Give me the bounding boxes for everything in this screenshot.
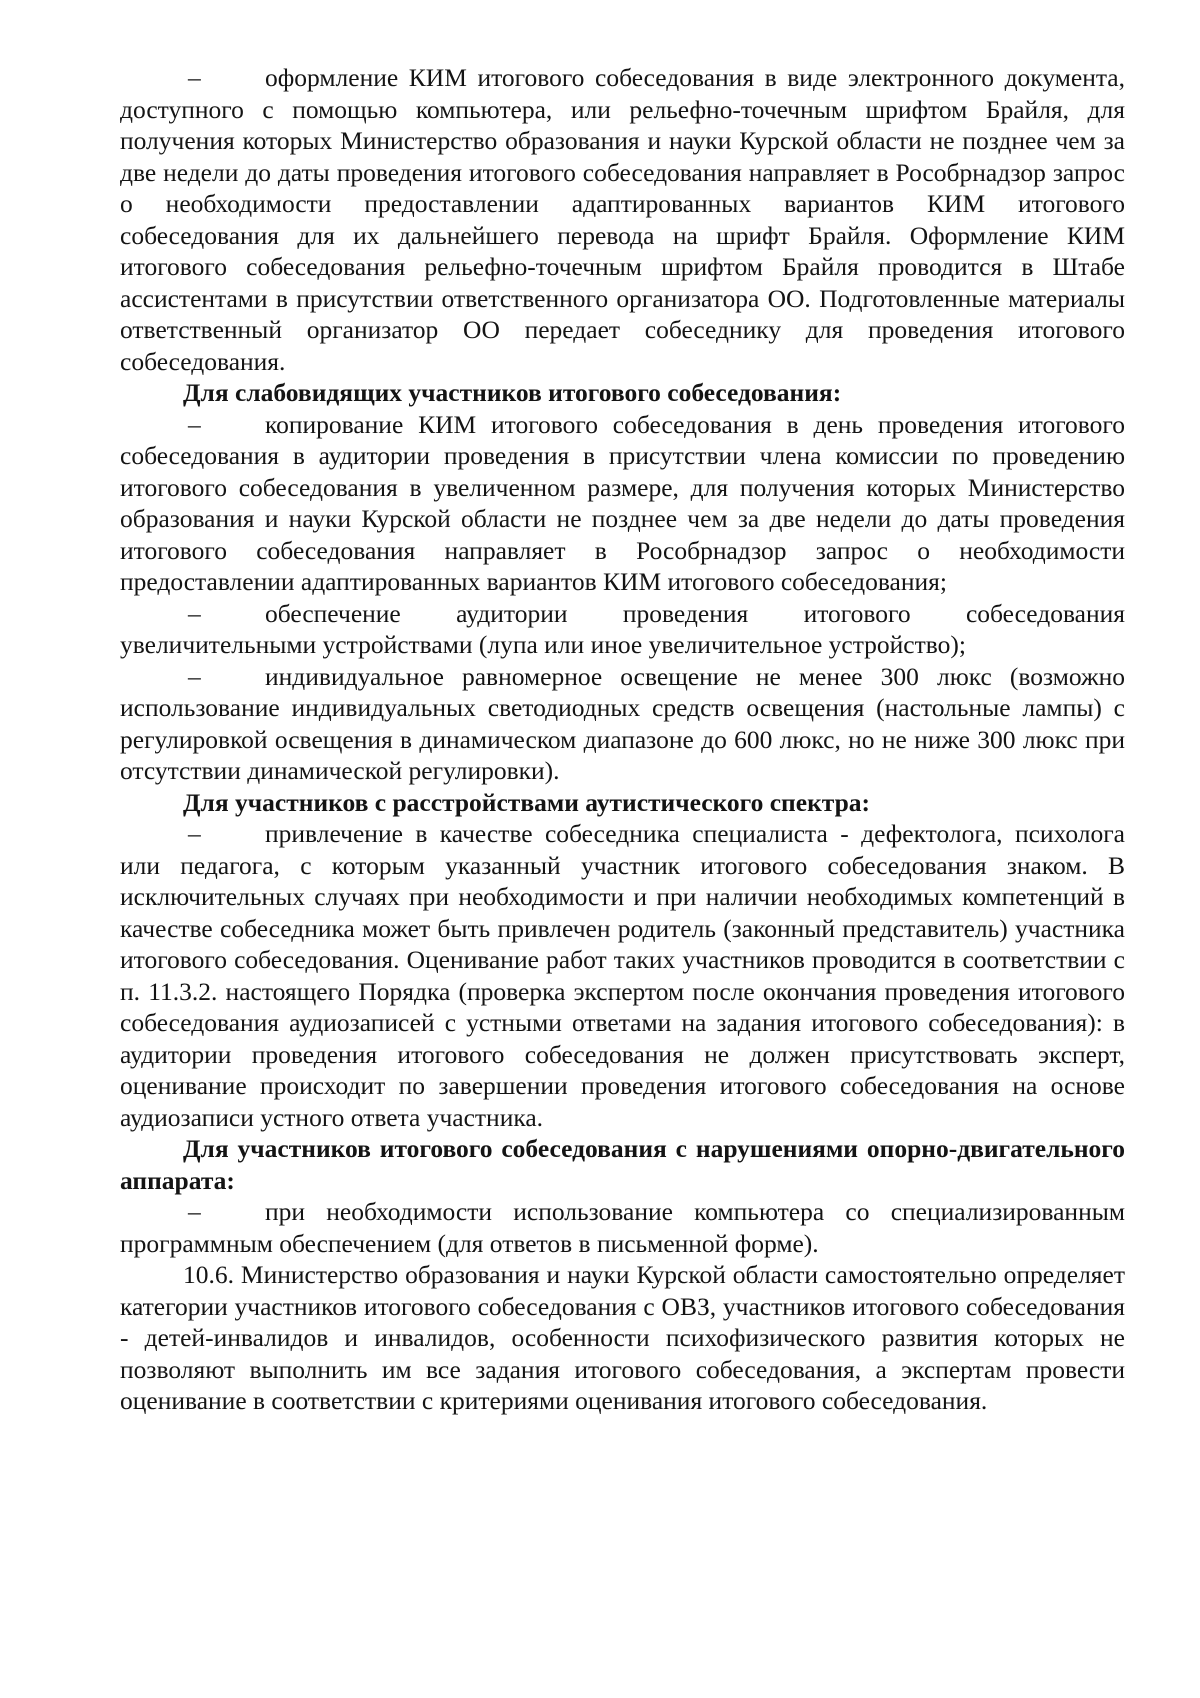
list-dash: –: [188, 409, 201, 439]
list-item-specialist: [120, 818, 1125, 1133]
list-item-braille: [120, 62, 1125, 377]
paragraph-10-6: 10.6. Министерство образования и науки Курской области самостоятельно определяет категории участников итогового собеседования с ОВЗ, участников итогового собеседования - детей-инвалидов и инвалидов, особенности психофизического развития которых не позволяют выполнить им все задания итогового собеседования, а экспертам провести оценивание в соответствии с критериями оценивания итогового собеседования.: [120, 1260, 1125, 1415]
list-dash: –: [188, 1197, 201, 1226]
list-item-computer: [120, 1196, 1125, 1259]
list-item-magnifiers: [120, 598, 1125, 661]
list-item-text: привлечение в качестве собеседника специалиста - дефектолога, психолога или педагога, с которым указанный участник итогового собеседования знаком. В исключительных случаях при необходимости и при наличии необходимых компетенций в качестве собеседника может быть привлечен родитель (законный представитель) участника итогового собеседования. Оценивание работ таких участников проводится в соответствии с п. 11.3.2. настоящего Порядка (проверка экспертом после окончания проведения итогового собеседования аудиозаписей с устными ответами на задания итогового собеседования): в аудитории проведения итогового собеседования не должен присутствовать эксперт, оценивание происходит по завершении проведения итогового собеседования на основе аудиозаписи устного ответа участника.: [120, 819, 1125, 1132]
list-item-lighting: [120, 661, 1125, 787]
list-item-text: оформление КИМ итогового собеседования в виде электронного документа, доступного с помощью компьютера, или рельефно-точечным шрифтом Брайля, для получения которых Министерство образования и науки Курской области не позднее чем за две недели до даты проведения итогового собеседования направляет в Рособрнадзор запрос о необходимости предоставлении адаптированных вариантов КИМ итогового собеседования для их дальнейшего перевода на шрифт Брайля. Оформление КИМ итогового собеседования рельефно-точечным шрифтом Брайля проводится в Штабе ассистентами в присутствии ответственного организатора ОО. Подготовленные материалы ответственный организатор ОО передает собеседнику для проведения итогового собеседования.: [120, 63, 1125, 376]
list-dash: –: [188, 661, 201, 691]
section-heading-motor: Для участников итогового собеседования с нарушениями опорно-двигательного аппарата:: [120, 1134, 1125, 1195]
list-item-text: обеспечение аудитории проведения итогового собеседования увеличительными устройствами (лупа или иное увеличительное устройство);: [120, 598, 1125, 659]
section-heading-low-vision: Для слабовидящих участников итогового собеседования:: [183, 378, 842, 407]
list-dash: –: [188, 598, 201, 628]
section-heading-autism: Для участников с расстройствами аутистического спектра:: [183, 787, 871, 817]
list-item-copying: [120, 409, 1125, 598]
list-item-text: индивидуальное равномерное освещение не менее 300 люкс (возможно использование индивидуальных светодиодных средств освещения (настольные лампы) с регулировкой освещения в динамическом диапазоне до 600 люкс, но не ниже 300 люкс при отсутствии динамической регулировки).: [120, 661, 1125, 785]
list-item-text: копирование КИМ итогового собеседования в день проведения итогового собеседования в аудитории проведения в присутствии члена комиссии по проведению итогового собеседования в увеличенном размере, для получения которых Министерство образования и науки Курской области не позднее чем за две недели до даты проведения итогового собеседования направляет в Рособрнадзор запрос о необходимости предоставлении адаптированных вариантов КИМ итогового собеседования;: [120, 409, 1125, 596]
document-page: [120, 62, 1125, 1417]
list-dash: –: [188, 63, 201, 92]
list-item-text: при необходимости использование компьютера со специализированным программным обеспечением (для ответов в письменной форме).: [120, 1197, 1125, 1258]
list-dash: –: [188, 819, 201, 848]
